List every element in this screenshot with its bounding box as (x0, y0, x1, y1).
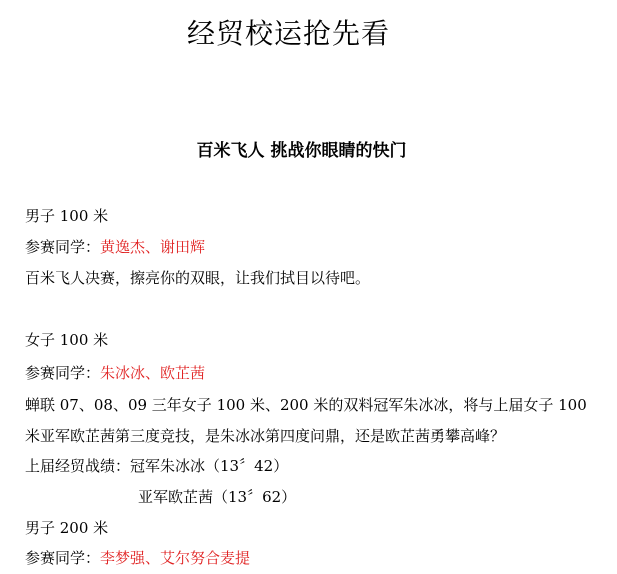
men-200m-participants: 李梦强、艾尔努合麦提 (100, 549, 251, 567)
women-100m-event: 女子 100 米 (25, 331, 109, 349)
women-100m-record-line (25, 456, 288, 476)
men-100m-description: 百米飞人决赛，擦亮你的双眼，让我们拭目以待吧。 (25, 269, 371, 287)
women-100m-description-line1: 蝉联 07、08、09 三年女子 100 米、200 米的双料冠军朱冰冰，将与上届女子 100 (25, 396, 587, 414)
men-200m-participants-line (25, 548, 250, 568)
participants-label: 参赛同学： (25, 238, 101, 256)
record-runnerup: 亚军欧芷茜（13〞62） (138, 488, 297, 506)
men-100m-event: 男子 100 米 (25, 207, 109, 225)
men-100m-participants: 黄逸杰、谢田辉 (100, 238, 206, 256)
men-100m-participants-line (25, 237, 205, 257)
women-100m-description-line2: 米亚军欧芷茜第三度竞技，是朱冰冰第四度问鼎，还是欧芷茜勇攀高峰？ (25, 427, 506, 445)
women-100m-participants: 朱冰冰、欧芷茜 (100, 364, 206, 382)
record-label: 上届经贸战绩： (25, 457, 131, 475)
record-champion: 冠军朱冰冰（13〞42） (130, 457, 289, 475)
women-100m-participants-line (25, 363, 205, 383)
section-subtitle: 百米飞人 挑战你眼睛的快门 (196, 141, 407, 161)
men-200m-event: 男子 200 米 (25, 519, 109, 537)
document-title: 经贸校运抢先看 (186, 17, 390, 50)
participants-label: 参赛同学： (25, 549, 101, 567)
participants-label: 参赛同学： (25, 364, 101, 382)
